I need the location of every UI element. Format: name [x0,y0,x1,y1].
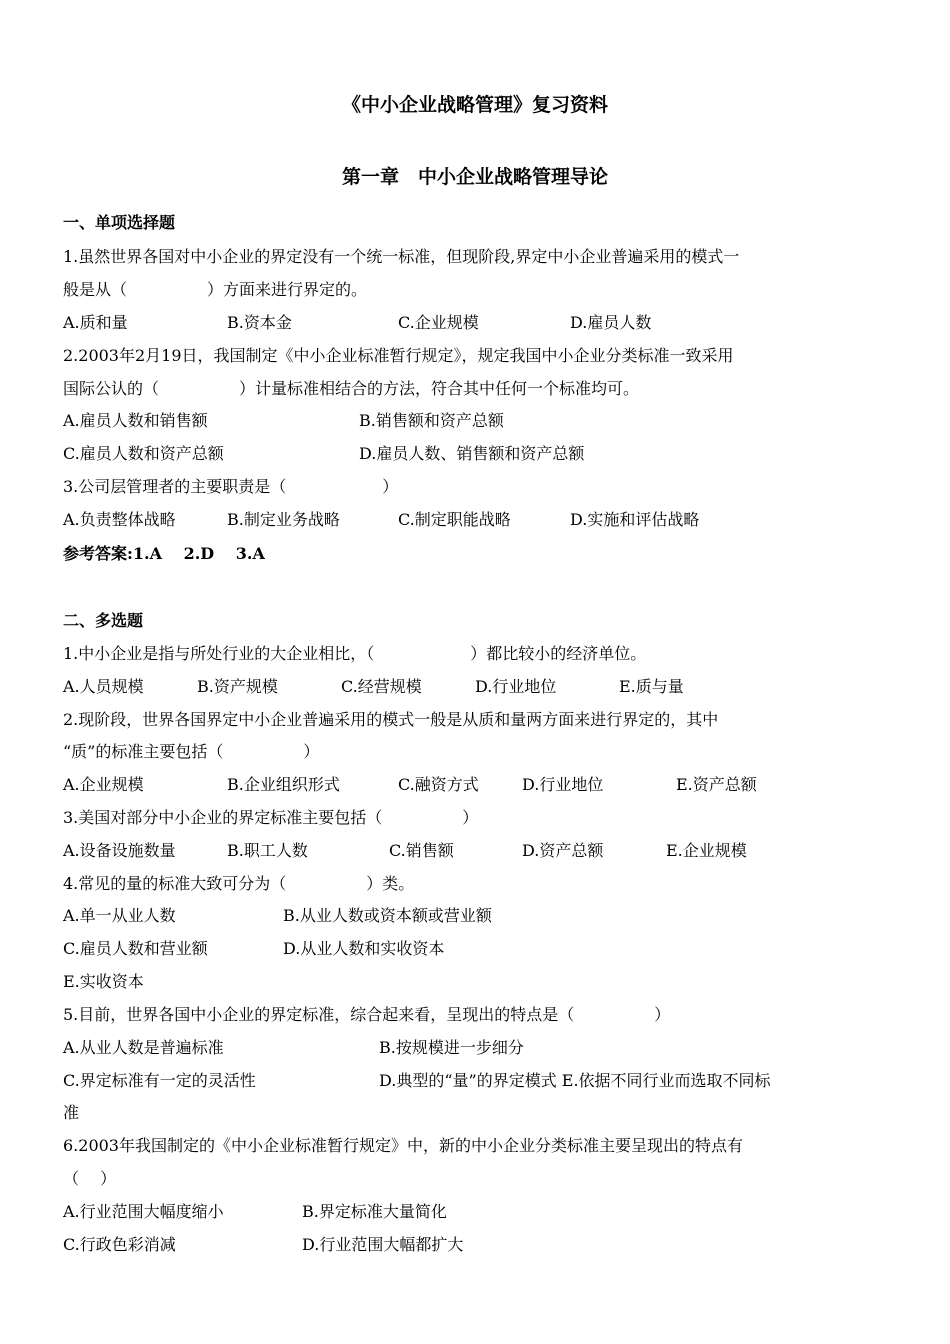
question-text: “质”的标准主要包括（ ） [63,742,320,761]
option: C.界定标准有一定的灵活性 [63,1071,256,1090]
option: A.雇员人数和销售额 [63,411,208,430]
section-heading-multi-choice: 二、多选题 [63,611,144,630]
option: C.行政色彩消减 [63,1235,176,1254]
question-text: 1.中小企业是指与所处行业的大企业相比，（ ）都比较小的经济单位。 [63,644,647,663]
option: A.行业范围大幅度缩小 [63,1202,224,1221]
question-text: 3.美国对部分中小企业的界定标准主要包括（ ） [63,808,479,827]
option: A.人员规模 [63,677,144,696]
question-text: 1.虽然世界各国对中小企业的界定没有一个统一标准，但现阶段,界定中小企业普遍采用的模式一 [63,247,740,266]
option: D.从业人数和实收资本 [283,939,445,958]
option: B.企业组织形式 [227,775,340,794]
section-heading-single-choice: 一、单项选择题 [63,213,176,232]
option: E.实收资本 [63,972,144,991]
option: D.资产总额 [522,841,604,860]
option: A.负责整体战略 [63,510,176,529]
question-text: 5.目前，世界各国中小企业的界定标准，综合起来看，呈现出的特点是（ ） [63,1005,671,1024]
question-text: 3.公司层管理者的主要职责是（ ） [63,477,399,496]
option: C.融资方式 [398,775,479,794]
option: A.质和量 [63,313,128,332]
option: C.企业规模 [398,313,479,332]
option: A.设备设施数量 [63,841,176,860]
option: B.资产规模 [197,677,278,696]
question-text: 2.2003年2月19日，我国制定《中小企业标准暂行规定》，规定我国中小企业分类标准一致采用 [63,346,734,365]
question-text: 2.现阶段，世界各国界定中小企业普遍采用的模式一般是从质和量两方面来进行界定的，其中 [63,710,719,729]
option: A.企业规模 [63,775,144,794]
question-text: 6.2003年我国制定的《中小企业标准暂行规定》中，新的中小企业分类标准主要呈现出的特点有 [63,1136,743,1155]
option: E.资产总额 [676,775,757,794]
question-text: 4.常见的量的标准大致可分为（ ）类。 [63,874,415,893]
option: D.雇员人数、销售额和资产总额 [359,444,585,463]
option: D.实施和评估战略 [570,510,700,529]
option: B.按规模进一步细分 [379,1038,524,1057]
option: A.从业人数是普遍标准 [63,1038,224,1057]
option-continuation: 准 [63,1103,80,1122]
option: D.雇员人数 [570,313,652,332]
option: B.职工人数 [227,841,308,860]
option: E.企业规模 [666,841,747,860]
question-text: （ ） [63,1169,117,1188]
option: D.典型的“量”的界定模式 E.依据不同行业而选取不同标 [379,1071,771,1090]
option: B.制定业务战略 [227,510,340,529]
option: B.销售额和资产总额 [359,411,504,430]
option: C.销售额 [389,841,454,860]
option: B.界定标准大量简化 [302,1202,447,1221]
option: C.雇员人数和资产总额 [63,444,224,463]
chapter-title: 第一章 中小企业战略管理导论 [341,166,608,188]
answer-key: 参考答案:1.A 2.D 3.A [63,544,265,563]
option: E.质与量 [619,677,684,696]
option: C.雇员人数和营业额 [63,939,208,958]
question-text: 般是从（ ）方面来进行界定的。 [63,280,368,299]
question-text: 国际公认的（ ）计量标准相结合的方法，符合其中任何一个标准均可。 [63,379,640,398]
option: C.经营规模 [341,677,422,696]
option: D.行业地位 [475,677,557,696]
option: D.行业范围大幅都扩大 [302,1235,464,1254]
option: A.单一从业人数 [63,906,176,925]
option: D.行业地位 [522,775,604,794]
option: B.资本金 [227,313,292,332]
document-title: 《中小企业战略管理》复习资料 [341,94,608,116]
option: B.从业人数或资本额或营业额 [283,906,492,925]
option: C.制定职能战略 [398,510,511,529]
